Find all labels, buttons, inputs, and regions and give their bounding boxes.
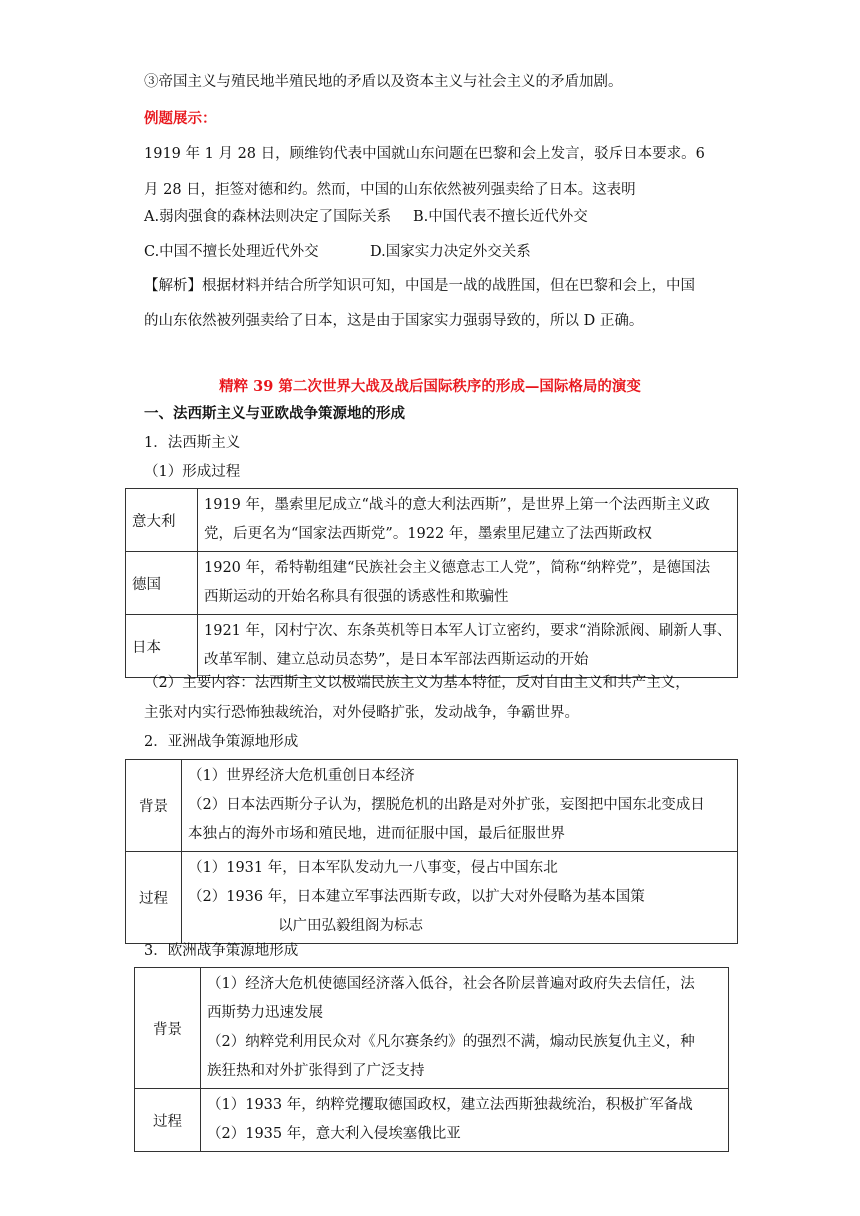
row-label: 过程 [135, 1089, 201, 1152]
subheading-asia: 2．亚洲战争策源地形成 [144, 734, 299, 750]
content-line: （2）1935 年，意大利入侵埃塞俄比亚 [207, 1126, 461, 1142]
row-label: 背景 [126, 760, 182, 852]
content-line: 族狂热和对外扩张得到了广泛支持 [207, 1063, 425, 1079]
question-line-2: 月 28 日，拒签对德和约。然而，中国的山东依然被列强卖给了日本。这表明 [144, 182, 636, 198]
main-content-line-1: （2）主要内容：法西斯主义以极端民族主义为基本特征，反对自由主义和共产主义， [144, 675, 690, 691]
content-line: （1）经济大危机使德国经济落入低谷，社会各阶层普遍对政府失去信任，法 [207, 976, 695, 992]
content-line: 党，后更名为“国家法西斯党”。1922 年，墨索里尼建立了法西斯政权 [204, 526, 652, 542]
option-c: C.中国不擅长处理近代外交 [144, 244, 319, 260]
heading-fascism-origins: 一、法西斯主义与亚欧战争策源地的形成 [144, 405, 405, 422]
table-row [126, 489, 738, 552]
row-content [198, 615, 738, 678]
content-line: 改革军制、建立总动员态势”，是日本军部法西斯运动的开始 [204, 652, 589, 668]
content-line: （2）日本法西斯分子认为，摆脱危机的出路是对外扩张，妄图把中国东北变成日 [188, 797, 705, 813]
content-line: （2）纳粹党利用民众对《凡尔赛条约》的强烈不满，煽动民族复仇主义，种 [207, 1034, 695, 1050]
table-row [126, 552, 738, 615]
text-line-contradictions: ③帝国主义与殖民地半殖民地的矛盾以及资本主义与社会主义的矛盾加剧。 [144, 74, 623, 90]
row-content [182, 760, 738, 852]
content-line: 1919 年，墨索里尼成立“战斗的意大利法西斯”，是世界上第一个法西斯主义政 [204, 497, 710, 513]
content-line: （2）1936 年，日本建立军事法西斯专政，以扩大对外侵略为基本国策 [188, 889, 645, 905]
table-row [126, 852, 738, 944]
row-label: 意大利 [126, 489, 198, 552]
content-line: 1921 年，冈村宁次、东条英机等日本军人订立密约，要求“消除派阀、刷新人事、 [204, 623, 732, 639]
table-row [135, 1089, 729, 1152]
question-line-1: 1919 年 1 月 28 日，顾维钧代表中国就山东问题在巴黎和会上发言，驳斥日本要求。6 [144, 146, 705, 162]
example-heading: 例题展示： [144, 110, 217, 127]
content-line: （1）1933 年，纳粹党攫取德国政权，建立法西斯独裁统治，积极扩军备战 [207, 1097, 693, 1113]
row-label: 背景 [135, 968, 201, 1089]
section-title: 精粹 39 第二次世界大战及战后国际秩序的形成—国际格局的演变 [219, 378, 641, 395]
table-row [135, 968, 729, 1089]
content-line: 西斯运动的开始名称具有很强的诱惑性和欺骗性 [204, 589, 509, 605]
analysis-line-1: 【解析】根据材料并结合所学知识可知，中国是一战的战胜国，但在巴黎和会上，中国 [144, 278, 695, 294]
row-label: 过程 [126, 852, 182, 944]
row-content [198, 489, 738, 552]
table-row [126, 615, 738, 678]
row-content [198, 552, 738, 615]
row-content [201, 1089, 729, 1152]
europe-war-origin-table [134, 967, 729, 1152]
content-line: 西斯势力迅速发展 [207, 1005, 323, 1021]
option-a: A.弱肉强食的森林法则决定了国际关系 [144, 209, 392, 225]
row-content [182, 852, 738, 944]
main-content-line-2: 主张对内实行恐怖独裁统治，对外侵略扩张，发动战争，争霸世界。 [144, 705, 579, 721]
table-row [126, 760, 738, 852]
content-note: 以广田弘毅组阁为标志 [278, 918, 423, 934]
subheading-europe: 3．欧洲战争策源地形成 [144, 943, 299, 959]
analysis-line-2: 的山东依然被列强卖给了日本，这是由于国家实力强弱导致的，所以 D 正确。 [144, 313, 644, 329]
content-line: （1）世界经济大危机重创日本经济 [188, 768, 415, 784]
row-label: 德国 [126, 552, 198, 615]
subheading-fascism: 1．法西斯主义 [144, 435, 241, 451]
subheading-formation: （1）形成过程 [144, 464, 241, 480]
option-d: D.国家实力决定外交关系 [370, 244, 531, 260]
row-label: 日本 [126, 615, 198, 678]
row-content [201, 968, 729, 1089]
content-line: （1）1931 年，日本军队发动九一八事变，侵占中国东北 [188, 860, 558, 876]
fascism-formation-table [125, 488, 738, 678]
asia-war-origin-table [125, 759, 738, 944]
content-line: 1920 年，希特勒组建“民族社会主义德意志工人党”，简称“纳粹党”，是德国法 [204, 560, 711, 576]
content-line: 本独占的海外市场和殖民地，进而征服中国，最后征服世界 [188, 826, 565, 842]
option-b: B.中国代表不擅长近代外交 [413, 209, 588, 225]
